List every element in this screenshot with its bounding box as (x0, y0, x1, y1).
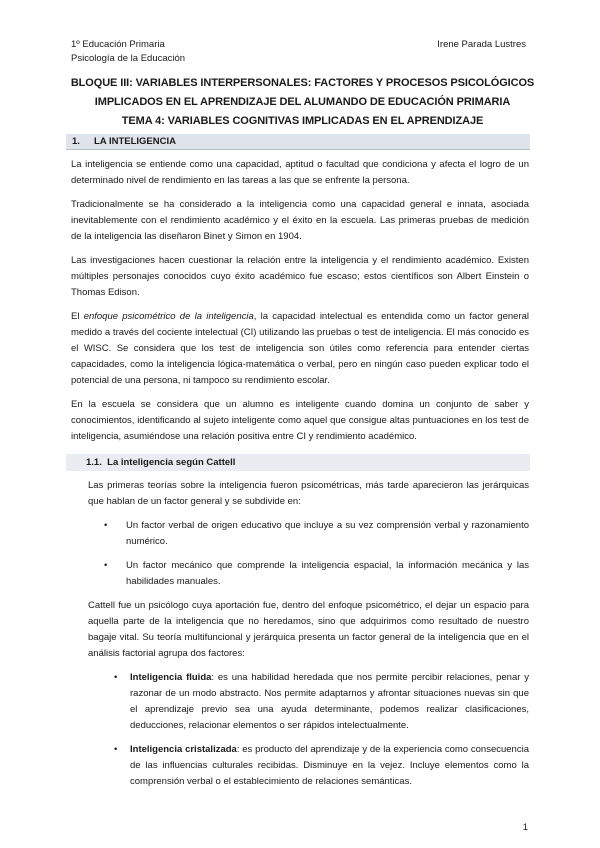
section-heading (66, 134, 530, 150)
list-item (88, 518, 529, 550)
section-body (71, 157, 529, 453)
list-item-text: Un factor verbal de origen educativo que incluye a su vez comprensión verbal y razonamiento numérico. (126, 520, 529, 547)
paragraph: La inteligencia se entiende como una capacidad, aptitud o facultad que condiciona y afecta el logro de un determinado nivel de rendimiento en las tareas a las que se enfrente la persona. (71, 159, 529, 186)
header-course: 1º Educación Primaria (71, 39, 165, 50)
list-item-term: Inteligencia cristalizada (130, 744, 237, 755)
paragraph-rest: , la capacidad intelectual es entendida como un factor general medido a través del cociente intelectual (CI) utilizando las pruebas o test de inteligencia. El más conocido es el WISC. Se considera que los test de inteligencia son útiles como referencia para entender ciertas capacidades, como la inteligencia lógica-matemática o verbal, pero en ningún caso pueden explicar todo el potencial de una persona, ni tampoco su rendimiento escolar. (71, 311, 529, 386)
list-item-content (130, 744, 529, 787)
list-item-content (130, 672, 529, 731)
paragraph: Las primeras teorías sobre la inteligencia fueron psicométricas, más tarde aparecieron las jerárquicas que hablan de un factor general y se subdivide en: (88, 480, 529, 507)
title-line-1: BLOQUE III: VARIABLES INTERPERSONALES: FACTORES Y PROCESOS PSICOLÓGICOS (70, 77, 535, 89)
list-item-term: Inteligencia fluida (130, 672, 212, 683)
subsection-body (88, 478, 529, 798)
page-number: 1 (522, 822, 528, 833)
list-item-text: Un factor mecánico que comprende la inteligencia espacial, la información mecánica y las habilidades manuales. (126, 560, 529, 587)
header-left (71, 38, 185, 66)
emphasis-term: enfoque psicométrico de la inteligencia (83, 311, 254, 322)
subsection-number: 1.1. (86, 457, 102, 468)
list-item-text: : es una habilidad heredada que nos permite percibir relaciones, penar y razonar de un modo abstracto. Nos permite adaptarnos y afrontar situaciones nuevas sin que el aprendizaje previo sea una ayuda determinante, podemos realizar clasificaciones, deducciones, relacionar elementos o ser rápidos intelectualmente. (130, 672, 529, 731)
paragraph: Tradicionalmente se ha considerado a la inteligencia como una capacidad general e innata, asociada inevitablemente con el rendimiento académico y el éxito en la escuela. Las primeras pruebas de medición de la inteligencia las diseñaron Binet y Simon en 1904. (71, 199, 529, 242)
paragraph-prefix: El (71, 311, 84, 322)
header-author: Irene Parada Lustres (437, 39, 526, 50)
section-title: LA INTELIGENCIA (94, 136, 176, 147)
list-item (88, 742, 529, 790)
bullet-icon: • (114, 672, 118, 683)
subsection-title: La inteligencia según Cattell (107, 457, 236, 468)
subsection-heading (66, 454, 530, 471)
header-subject: Psicología de la Educación (71, 53, 186, 64)
title-line-3: TEMA 4: VARIABLES COGNITIVAS IMPLICADAS EN EL APRENDIZAJE (121, 115, 484, 127)
bullet-icon: • (104, 560, 108, 571)
list-item-text: : es producto del aprendizaje y de la experiencia como consecuencia de las influencias culturales recibidas. Disminuye en la vejez. Incluye elementos como la comprensión verbal o el establecimiento de relaciones semánticas. (130, 744, 529, 787)
paragraph: En la escuela se considera que un alumno es inteligente cuando domina un conjunto de saber y conocimientos, identificando al sujeto inteligente como aquel que consigue altas puntuaciones en los test de inteligencia, asumiéndose una relación positiva entre CI y rendimiento académico. (71, 399, 529, 442)
paragraph (71, 309, 529, 389)
bullet-icon: • (114, 744, 118, 755)
document-titles (60, 74, 545, 131)
bullet-icon: • (104, 520, 108, 531)
list-item (88, 670, 529, 734)
title-line-2: IMPLICADOS EN EL APRENDIZAJE DEL ALUMANDO DE EDUCACIÓN PRIMARIA (94, 96, 511, 108)
paragraph: Las investigaciones hacen cuestionar la relación entre la inteligencia y el rendimiento académico. Existen múltiples personajes conocidos cuyo éxito académico fue escaso; estos científicos son Albert Einstein o Thomas Edison. (71, 255, 529, 298)
paragraph: Cattell fue un psicólogo cuya aportación fue, dentro del enfoque psicométrico, el dejar un espacio para aquella parte de la inteligencia que no heredamos, sino que adquirimos como resultado de nuestro bagaje vital. Su teoría multifuncional y jerárquica presenta un factor general de la inteligencia que en el análisis factorial agrupa dos factores: (88, 600, 529, 659)
list-item (88, 558, 529, 590)
section-number: 1. (72, 136, 80, 147)
